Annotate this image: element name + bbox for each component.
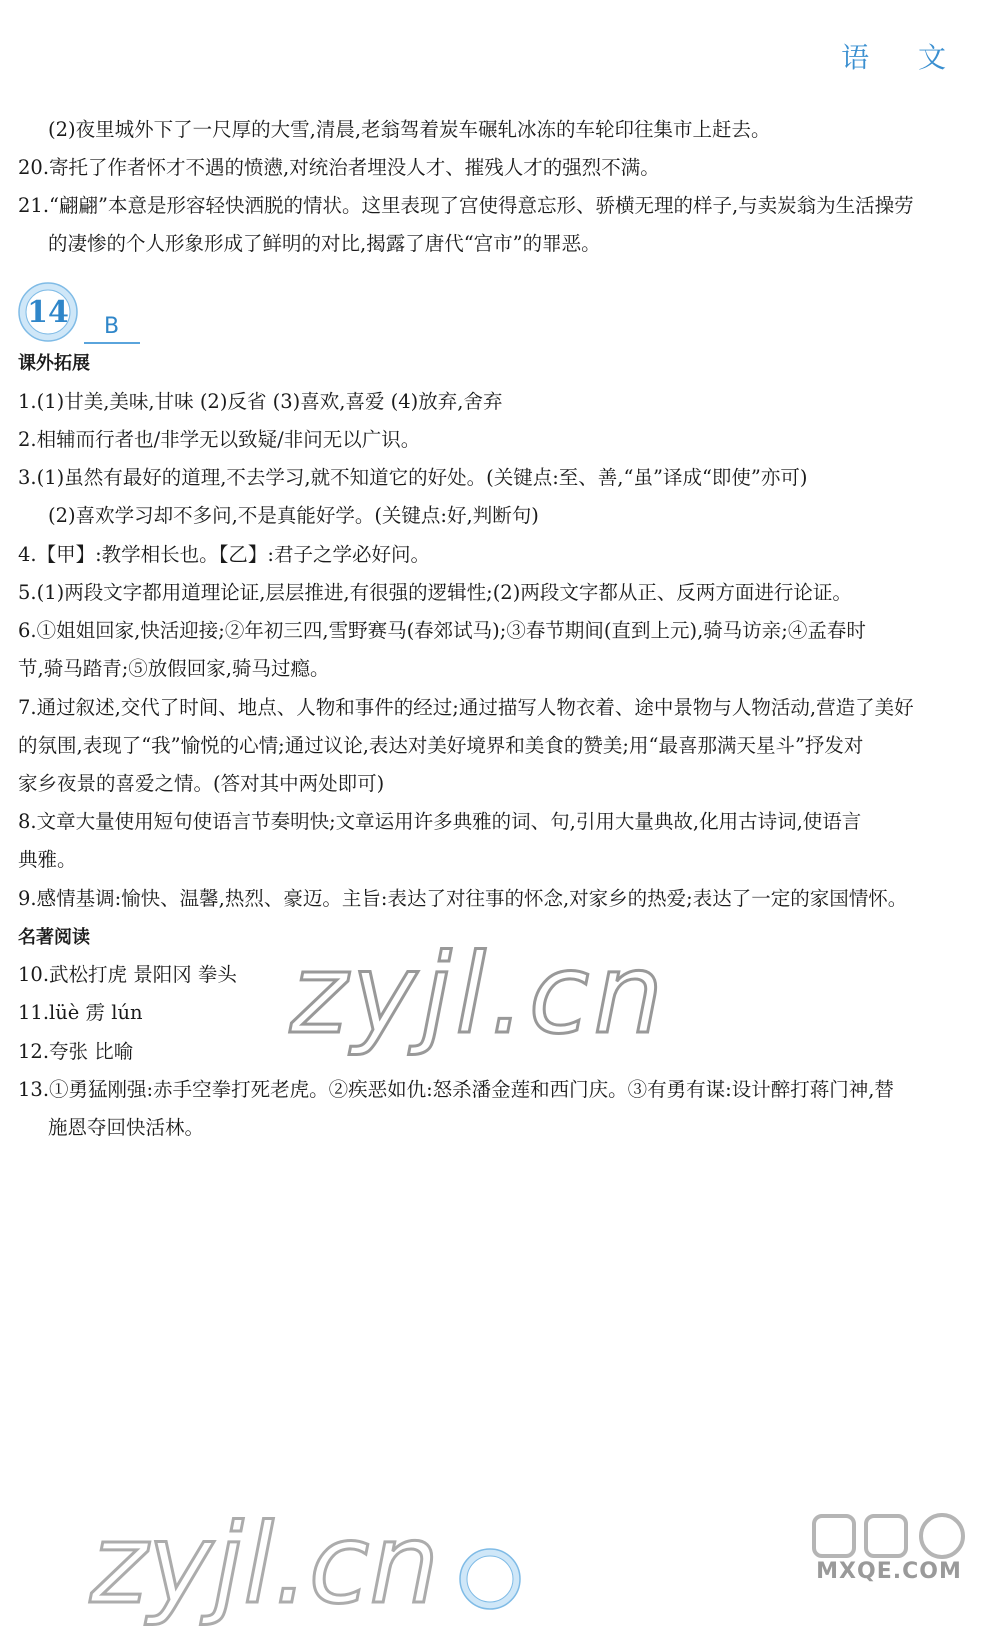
answer-line: 9.感情基调:愉快、温馨,热烈、豪迈。主旨:表达了对往事的怀念,对家乡的热爱;表达了一定的家国情怀。 [18, 887, 908, 910]
lesson-number: 14 [27, 294, 69, 330]
answer-line: 家乡夜景的喜爱之情。(答对其中两处即可) [18, 772, 385, 795]
answer-line: 5.(1)两段文字都用道理论证,层层推进,有很强的逻辑性;(2)两段文字都从正、反两方面进行论证。 [18, 581, 852, 604]
answer-line: 6.①姐姐回家,快活迎接;②年初三四,雪野赛马(春郊试马);③春节期间(直到上元),骑马访亲;④孟春时 [18, 619, 866, 642]
scalloped-circle-icon [456, 1545, 524, 1613]
logo-mark-icon [804, 1510, 974, 1566]
answer-line: 10.武松打虎 景阳冈 拳头 [18, 963, 237, 986]
site-logo [804, 1510, 974, 1590]
answer-line: 的凄惨的个人形象形成了鲜明的对比,揭露了唐代“宫市”的罪恶。 [48, 232, 601, 255]
answer-line: 21.“翩翩”本意是形容轻快洒脱的情状。这里表现了宫使得意忘形、骄横无理的样子,与卖炭翁为生活操劳 [18, 194, 914, 217]
watermark-text: zyjl.cn [290, 930, 668, 1058]
answer-line: 3.(1)虽然有最好的道理,不去学习,就不知道它的好处。(关键点:至、善,“虽”译成“即使”亦可) [18, 466, 808, 489]
section-heading-extension: 课外拓展 [18, 353, 90, 374]
answer-line: 节,骑马踏青;⑤放假回家,骑马过瘾。 [18, 657, 330, 680]
answer-line: 1.(1)甘美,美味,甘味 (2)反省 (3)喜欢,喜爱 (4)放弃,舍弃 [18, 390, 503, 413]
section-heading-classic: 名著阅读 [18, 927, 90, 948]
logo-text: MXQE.COM [816, 1559, 962, 1584]
answer-line: (2)夜里城外下了一尺厚的大雪,清晨,老翁驾着炭车碾轧冰冻的车轮印往集市上赶去。 [48, 118, 771, 141]
answer-line: (2)喜欢学习却不多问,不是真能好学。(关键点:好,判断句) [48, 504, 539, 527]
answer-line: 4.【甲】:教学相长也。【乙】:君子之学必好问。 [18, 543, 430, 566]
answer-line: 13.①勇猛刚强:赤手空拳打死老虎。②疾恶如仇:怒杀潘金莲和西门庆。③有勇有谋:设计醉打蒋门神,替 [18, 1078, 894, 1101]
subject-label: 语 文 [841, 41, 966, 74]
watermark-text-bottom: zyjl.cn [90, 1500, 440, 1628]
answer-line: 的氛围,表现了“我”愉悦的心情;通过议论,表达对美好境界和美食的赞美;用“最喜那满天星斗”抒发对 [18, 734, 864, 757]
answer-underline [84, 342, 140, 344]
answer-line: 施恩夺回快活林。 [48, 1116, 205, 1139]
answer-line: 典雅。 [18, 848, 77, 871]
answer-line: 11.lüè 雳 lún [18, 1001, 143, 1024]
page-number-badge [456, 1545, 524, 1613]
answer-line: 8.文章大量使用短句使语言节奏明快;文章运用许多典雅的词、句,引用大量典故,化用古诗词,使语言 [18, 810, 862, 833]
answer-line: 12.夸张 比喻 [18, 1040, 134, 1063]
lesson-badge [16, 280, 80, 344]
lesson-choice-answer: B [104, 314, 120, 339]
answer-line: 20.寄托了作者怀才不遇的愤懑,对统治者埋没人才、摧残人才的强烈不满。 [18, 156, 660, 179]
answer-line: 7.通过叙述,交代了时间、地点、人物和事件的经过;通过描写人物衣着、途中景物与人物活动,营造了美好 [18, 696, 914, 719]
answer-line: 2.相辅而行者也/非学无以致疑/非问无以广识。 [18, 428, 421, 451]
